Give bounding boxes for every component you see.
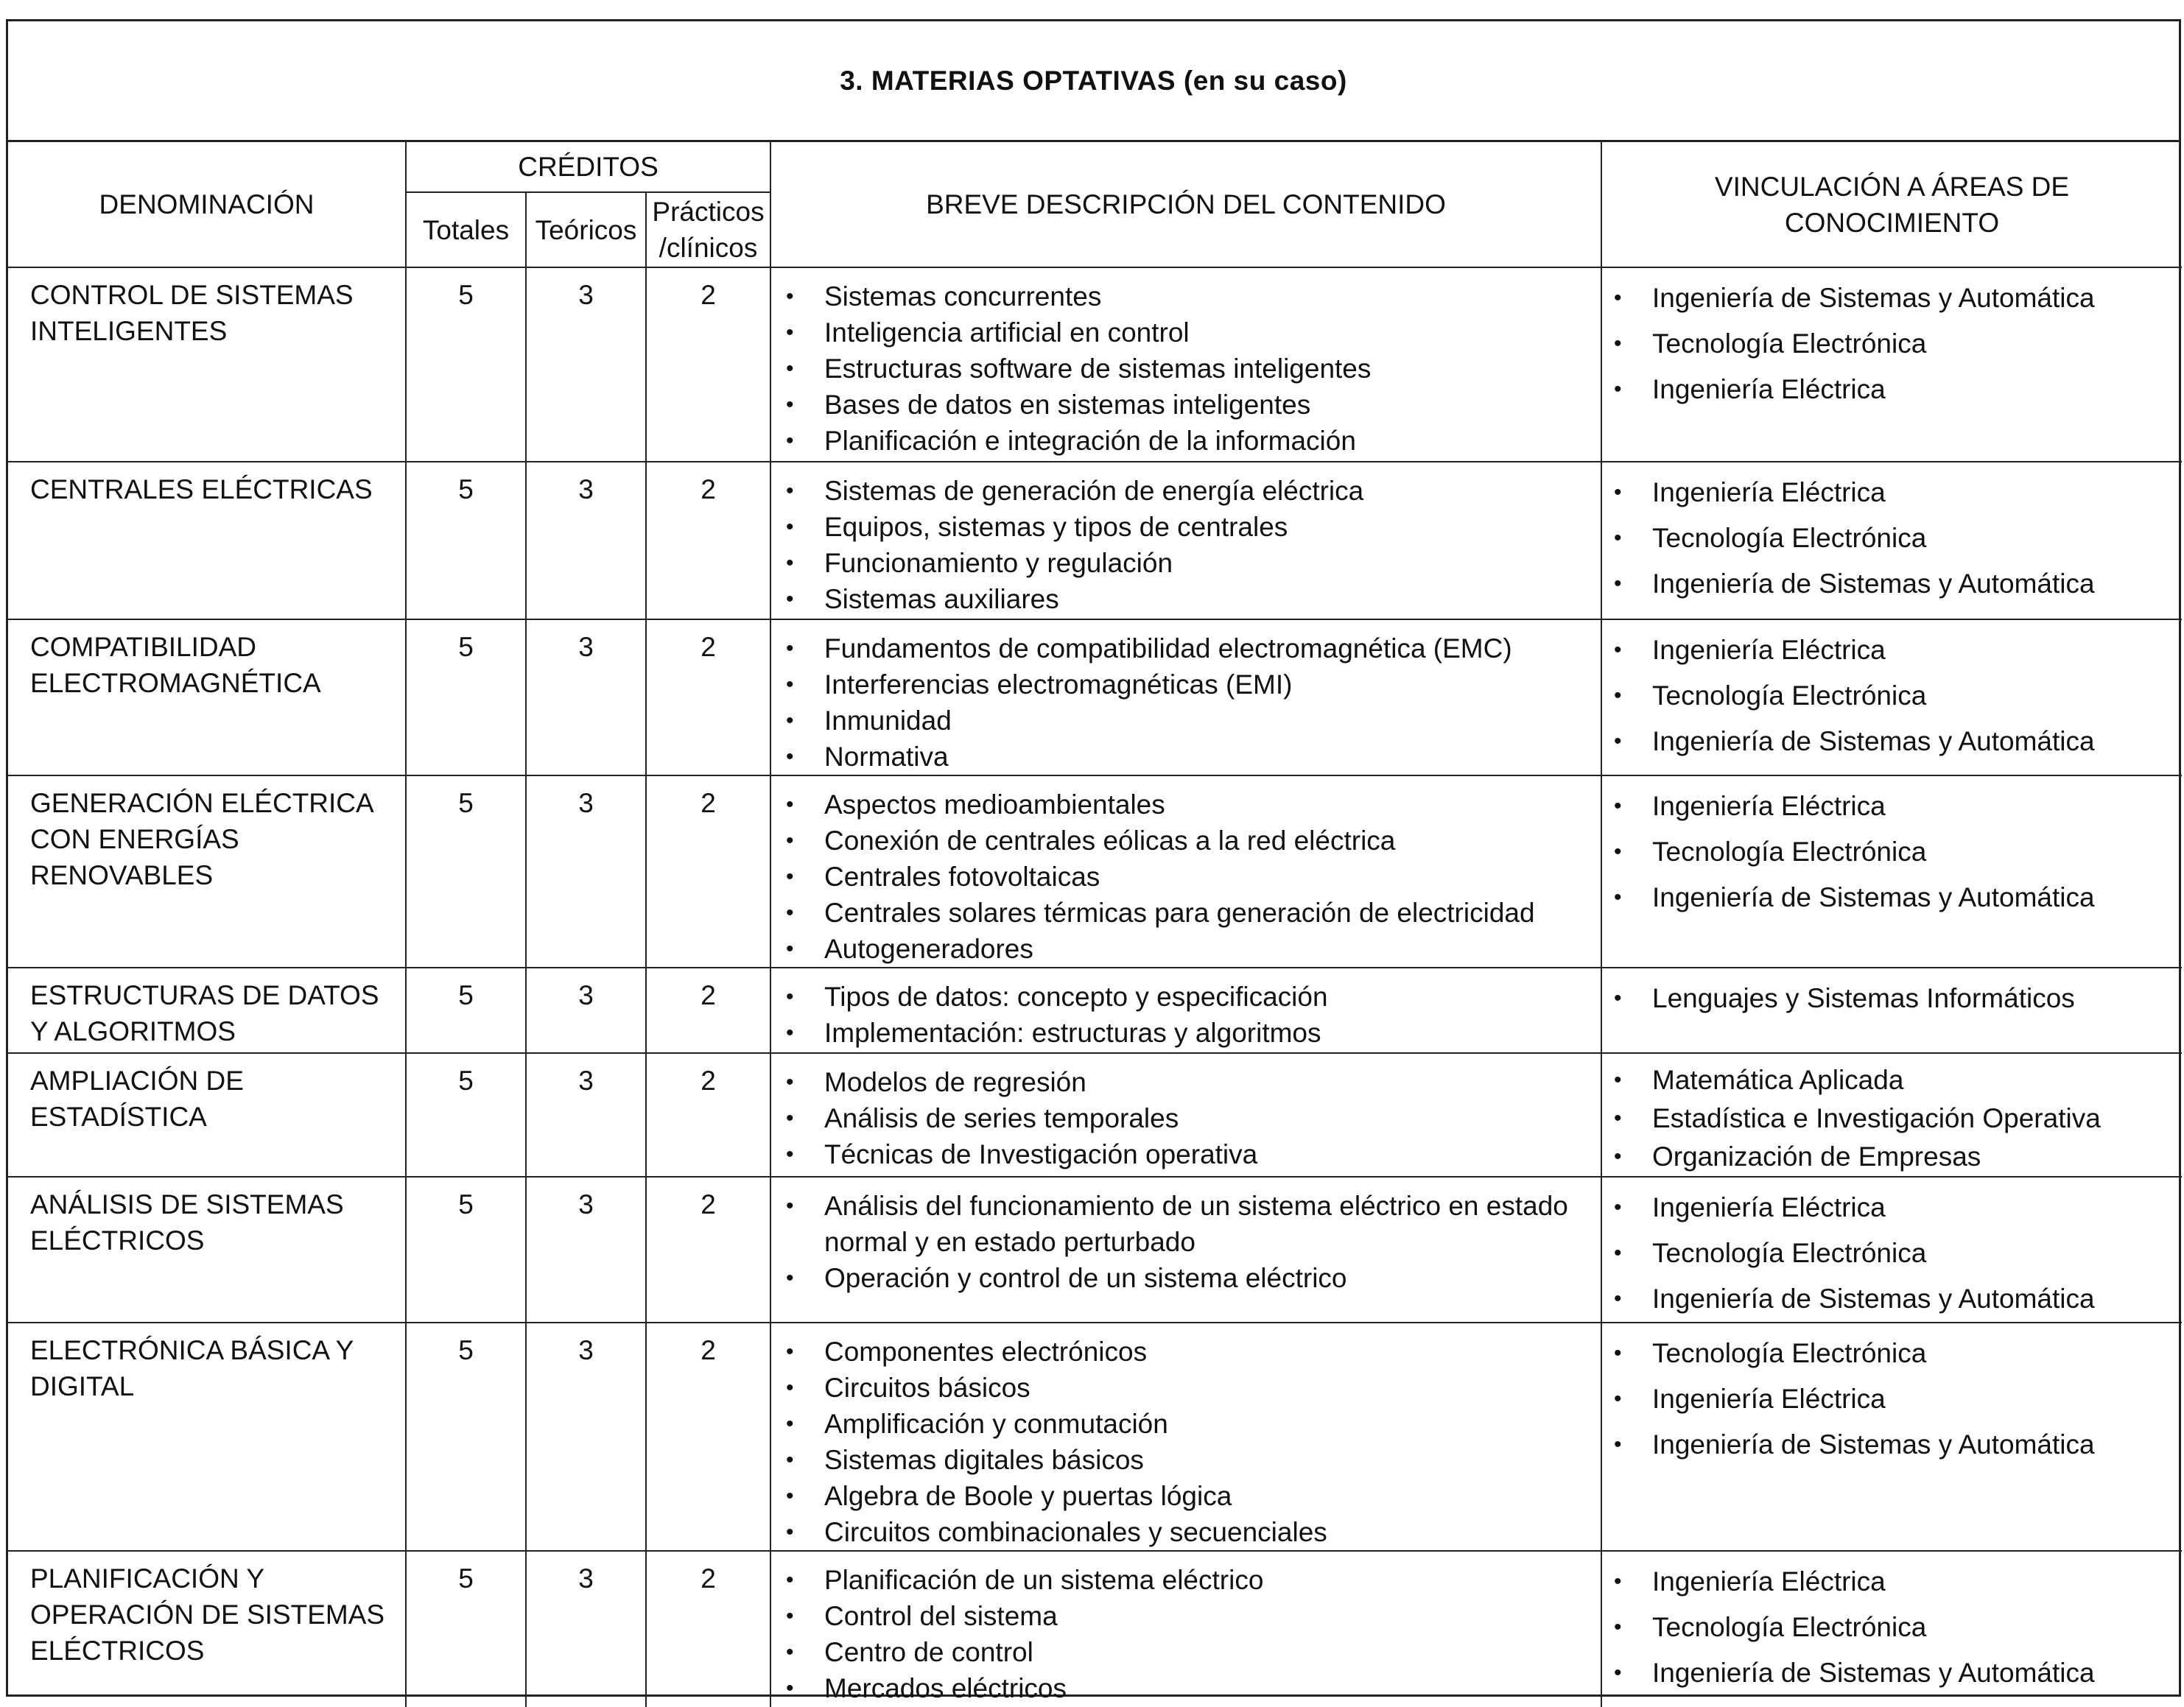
description-item: • Funcionamiento y regulación <box>783 545 1601 581</box>
page-title: 3. MATERIAS OPTATIVAS (en su caso) <box>8 21 2179 142</box>
credits-practicos: 2 <box>646 1551 770 1707</box>
credits-practicos: 2 <box>646 775 770 968</box>
description-item: • Inteligencia artificial en control <box>783 314 1601 351</box>
subject-name-line: RENOVABLES <box>30 860 214 890</box>
credits-teoricos: 3 <box>526 1053 646 1177</box>
subject-name-line: ESTADÍSTICA <box>30 1102 207 1132</box>
description-item: • Análisis del funcionamiento de un sistema eléctrico en estado normal y en estado perturbado <box>783 1188 1601 1260</box>
credits-practicos: 2 <box>646 462 770 619</box>
header-vinculacion-line-2: CONOCIMIENTO <box>1784 207 2000 238</box>
subject-name-line: ELECTRÓNICA BÁSICA Y <box>30 1335 354 1365</box>
header-creditos: CRÉDITOS <box>406 142 770 192</box>
subject-name-line: COMPATIBILIDAD <box>30 632 257 662</box>
credits-totales: 5 <box>406 968 526 1053</box>
knowledge-areas <box>1601 267 2182 462</box>
area-item: • Ingeniería Eléctrica <box>1609 784 2182 829</box>
knowledge-areas <box>1601 619 2182 775</box>
credits-practicos: 2 <box>646 619 770 775</box>
credits-teoricos: 3 <box>526 1551 646 1707</box>
area-item: • Ingeniería Eléctrica <box>1609 627 2182 673</box>
subject-name-line: ELÉCTRICOS <box>30 1225 205 1256</box>
subject-name <box>8 968 406 1053</box>
subject-name-line: CON ENERGÍAS <box>30 824 239 854</box>
content-description <box>770 1053 1601 1177</box>
knowledge-areas <box>1601 462 2182 619</box>
content-description <box>770 968 1601 1053</box>
description-item: • Autogeneradores <box>783 931 1601 967</box>
description-item: • Centro de control <box>783 1634 1601 1670</box>
table-row <box>8 1053 2182 1177</box>
header-totales: Totales <box>406 192 526 267</box>
content-description <box>770 1551 1601 1707</box>
credits-totales: 5 <box>406 1323 526 1551</box>
description-item: • Técnicas de Investigación operativa <box>783 1136 1601 1172</box>
credits-practicos: 2 <box>646 1053 770 1177</box>
content-description <box>770 1323 1601 1551</box>
description-item: • Sistemas concurrentes <box>783 278 1601 314</box>
credits-totales: 5 <box>406 1551 526 1707</box>
header-vinculacion-line-1: VINCULACIÓN A ÁREAS DE <box>1714 171 2070 202</box>
credits-teoricos: 3 <box>526 775 646 968</box>
subject-name-line: GENERACIÓN ELÉCTRICA <box>30 788 374 818</box>
area-item: • Tecnología Electrónica <box>1609 1331 2182 1376</box>
subject-name-line: ESTRUCTURAS DE DATOS <box>30 980 379 1010</box>
content-description <box>770 462 1601 619</box>
subject-name-line: Y ALGORITMOS <box>30 1016 236 1046</box>
subject-name-line: AMPLIACIÓN DE <box>30 1066 244 1096</box>
subject-name <box>8 1053 406 1177</box>
description-item: • Inmunidad <box>783 703 1601 739</box>
knowledge-areas <box>1601 775 2182 968</box>
credits-teoricos: 3 <box>526 462 646 619</box>
credits-totales: 5 <box>406 619 526 775</box>
description-item: • Normativa <box>783 739 1601 775</box>
content-description <box>770 267 1601 462</box>
knowledge-areas <box>1601 1323 2182 1551</box>
table-row <box>8 267 2182 462</box>
header-descripcion: BREVE DESCRIPCIÓN DEL CONTENIDO <box>770 142 1601 267</box>
area-item: • Tecnología Electrónica <box>1609 829 2182 875</box>
subject-name-line: INTELIGENTES <box>30 316 228 346</box>
description-item: • Sistemas digitales básicos <box>783 1442 1601 1478</box>
credits-totales: 5 <box>406 462 526 619</box>
table-row <box>8 1323 2182 1551</box>
area-item: • Ingeniería Eléctrica <box>1609 1559 2182 1605</box>
header-practicos-line-2: /clínicos <box>659 233 758 263</box>
description-item: • Interferencias electromagnéticas (EMI) <box>783 666 1601 703</box>
subject-name-line: ELÉCTRICOS <box>30 1636 205 1666</box>
description-item: • Centrales fotovoltaicas <box>783 859 1601 895</box>
area-item: • Matemática Aplicada <box>1609 1061 2182 1099</box>
table-row <box>8 775 2182 968</box>
subject-name <box>8 775 406 968</box>
subject-name <box>8 1177 406 1323</box>
area-item: • Tecnología Electrónica <box>1609 1605 2182 1650</box>
description-item: • Aspectos medioambientales <box>783 786 1601 823</box>
credits-practicos: 2 <box>646 267 770 462</box>
knowledge-areas <box>1601 1177 2182 1323</box>
description-item: • Circuitos básicos <box>783 1370 1601 1406</box>
credits-totales: 5 <box>406 267 526 462</box>
subject-name-line: ANÁLISIS DE SISTEMAS <box>30 1189 344 1219</box>
subject-name-line: OPERACIÓN DE SISTEMAS <box>30 1599 385 1630</box>
header-practicos-line-1: Prácticos <box>652 197 765 227</box>
description-item: • Amplificación y conmutación <box>783 1406 1601 1442</box>
area-item: • Estadística e Investigación Operativa <box>1609 1099 2182 1138</box>
subjects-table <box>8 142 2182 1707</box>
area-item: • Ingeniería de Sistemas y Automática <box>1609 875 2182 921</box>
area-item: • Ingeniería Eléctrica <box>1609 367 2182 412</box>
subject-name <box>8 462 406 619</box>
subject-name-line: CENTRALES ELÉCTRICAS <box>30 474 373 504</box>
area-item: • Ingeniería de Sistemas y Automática <box>1609 561 2182 607</box>
subject-name <box>8 1551 406 1707</box>
table-row <box>8 1551 2182 1707</box>
subject-name <box>8 1323 406 1551</box>
description-item: • Sistemas auxiliares <box>783 581 1601 617</box>
description-item: • Modelos de regresión <box>783 1064 1601 1100</box>
credits-teoricos: 3 <box>526 968 646 1053</box>
table-row <box>8 462 2182 619</box>
description-item: • Tipos de datos: concepto y especificación <box>783 979 1601 1015</box>
description-item: • Análisis de series temporales <box>783 1100 1601 1136</box>
description-item: • Mercados eléctricos <box>783 1670 1601 1706</box>
description-item: • Fundamentos de compatibilidad electromagnética (EMC) <box>783 630 1601 666</box>
knowledge-areas <box>1601 1053 2182 1177</box>
description-item: • Algebra de Boole y puertas lógica <box>783 1478 1601 1514</box>
table-row <box>8 1177 2182 1323</box>
area-item: • Organización de Empresas <box>1609 1138 2182 1176</box>
subject-name-line: CONTROL DE SISTEMAS <box>30 280 354 310</box>
description-item: • Centrales solares térmicas para generación de electricidad <box>783 895 1601 931</box>
document-frame <box>6 19 2181 1703</box>
content-description <box>770 1177 1601 1323</box>
subject-name <box>8 267 406 462</box>
credits-totales: 5 <box>406 1177 526 1323</box>
subject-name-line: ELECTROMAGNÉTICA <box>30 668 321 698</box>
description-item: • Estructuras software de sistemas inteligentes <box>783 351 1601 387</box>
area-item: • Ingeniería Eléctrica <box>1609 1376 2182 1422</box>
area-item: • Ingeniería Eléctrica <box>1609 1185 2182 1231</box>
area-item: • Tecnología Electrónica <box>1609 673 2182 719</box>
credits-teoricos: 3 <box>526 1323 646 1551</box>
subject-name-line: DIGITAL <box>30 1371 135 1401</box>
area-item: • Tecnología Electrónica <box>1609 1231 2182 1276</box>
credits-totales: 5 <box>406 775 526 968</box>
area-item: • Ingeniería de Sistemas y Automática <box>1609 1650 2182 1696</box>
content-description <box>770 775 1601 968</box>
description-item: • Operación y control de un sistema eléctrico <box>783 1260 1601 1296</box>
area-item: • Ingeniería de Sistemas y Automática <box>1609 275 2182 321</box>
area-item: • Tecnología Electrónica <box>1609 321 2182 367</box>
credits-practicos: 2 <box>646 1323 770 1551</box>
area-item: • Lenguajes y Sistemas Informáticos <box>1609 976 2182 1021</box>
credits-totales: 5 <box>406 1053 526 1177</box>
header-teoricos: Teóricos <box>526 192 646 267</box>
description-item: • Planificación e integración de la información <box>783 423 1601 459</box>
area-item: • Ingeniería de Sistemas y Automática <box>1609 719 2182 764</box>
header-practicos <box>646 192 770 267</box>
knowledge-areas <box>1601 968 2182 1053</box>
credits-teoricos: 3 <box>526 1177 646 1323</box>
description-item: • Bases de datos en sistemas inteligentes <box>783 387 1601 423</box>
table-row <box>8 968 2182 1053</box>
description-item: • Conexión de centrales eólicas a la red eléctrica <box>783 823 1601 859</box>
table-body <box>8 267 2182 1707</box>
area-item: • Ingeniería de Sistemas y Automática <box>1609 1276 2182 1322</box>
knowledge-areas <box>1601 1551 2182 1707</box>
description-item: • Sistemas de generación de energía eléctrica <box>783 473 1601 509</box>
area-item: • Ingeniería de Sistemas y Automática <box>1609 1422 2182 1468</box>
credits-practicos: 2 <box>646 968 770 1053</box>
header-vinculacion <box>1601 142 2182 267</box>
description-item: • Equipos, sistemas y tipos de centrales <box>783 509 1601 545</box>
area-item: • Tecnología Electrónica <box>1609 515 2182 561</box>
description-item: • Planificación de un sistema eléctrico <box>783 1562 1601 1598</box>
description-item: • Circuitos combinacionales y secuenciales <box>783 1514 1601 1550</box>
content-description <box>770 619 1601 775</box>
subject-name <box>8 619 406 775</box>
credits-teoricos: 3 <box>526 267 646 462</box>
header-denominacion: DENOMINACIÓN <box>8 142 406 267</box>
area-item: • Ingeniería Eléctrica <box>1609 470 2182 515</box>
description-item: • Componentes electrónicos <box>783 1334 1601 1370</box>
credits-practicos: 2 <box>646 1177 770 1323</box>
subject-name-line: PLANIFICACIÓN Y <box>30 1563 265 1594</box>
table-row <box>8 619 2182 775</box>
credits-teoricos: 3 <box>526 619 646 775</box>
description-item: • Implementación: estructuras y algoritmos <box>783 1015 1601 1051</box>
description-item: • Control del sistema <box>783 1598 1601 1634</box>
